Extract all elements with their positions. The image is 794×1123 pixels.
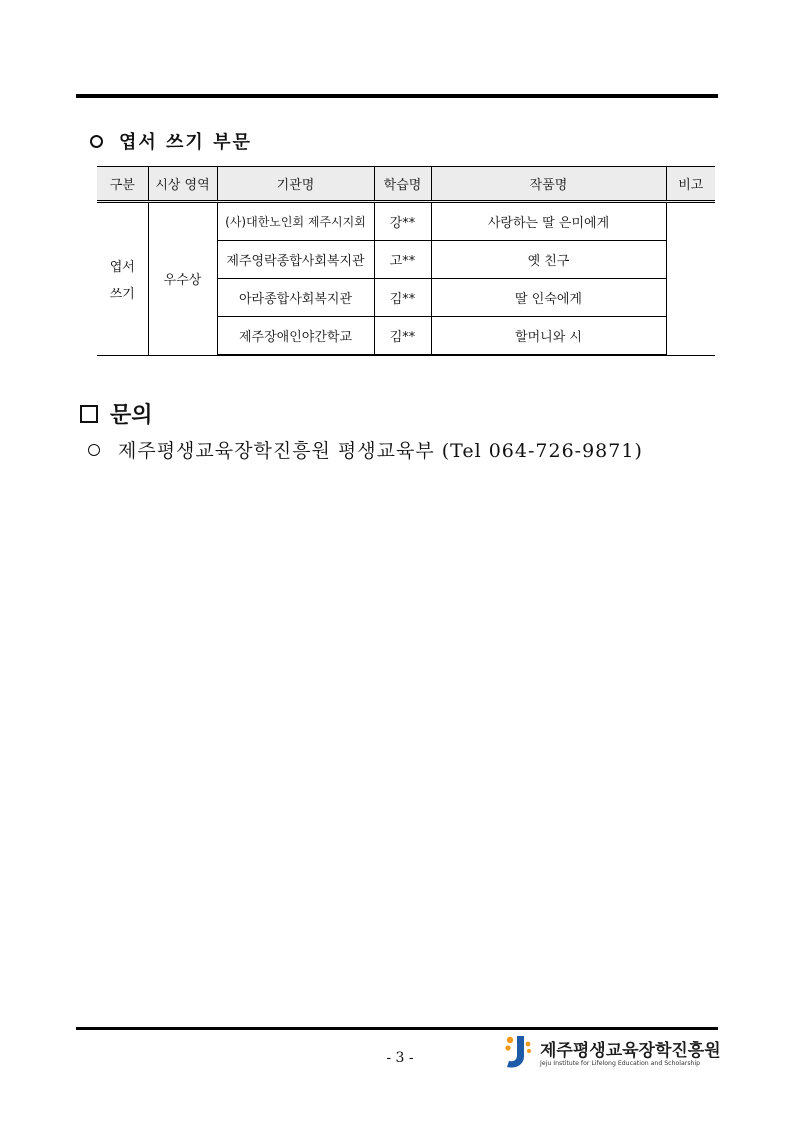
header-award: 시상 영역 [148, 167, 217, 202]
header-category: 구분 [97, 167, 148, 202]
square-bullet-icon [80, 405, 98, 423]
awards-table [97, 166, 715, 356]
work-cell: 옛 친구 [431, 241, 666, 279]
header-learner: 학습명 [374, 167, 431, 202]
logo-subtitle: Jeju Institute for Lifelong Education and Scholarship [540, 1060, 701, 1067]
contact-heading [80, 398, 153, 429]
contact-info [88, 436, 643, 463]
section-title: 엽서 쓰기 부문 [119, 132, 252, 153]
institution-cell: 제주영락종합사회복지관 [217, 241, 374, 279]
institute-logo [502, 1032, 722, 1072]
institution-cell: 아라종합사회복지관 [217, 279, 374, 317]
institution-cell: 제주장애인야간학교 [217, 317, 374, 356]
work-cell: 사랑하는 딸 은미에게 [431, 202, 666, 241]
work-cell: 할머니와 시 [431, 317, 666, 356]
circle-bullet-icon [90, 135, 103, 148]
header-work: 작품명 [431, 167, 666, 202]
top-rule [76, 94, 718, 98]
logo-mark-icon [502, 1034, 532, 1070]
bottom-rule [76, 1027, 718, 1030]
table-header-row [97, 167, 715, 202]
logo-name: 제주평생교육장학진흥원 [540, 1041, 721, 1061]
header-note: 비고 [666, 167, 715, 202]
header-institution: 기관명 [217, 167, 374, 202]
institution-cell: (사)대한노인회 제주시지회 [217, 202, 374, 241]
learner-cell: 고** [374, 241, 431, 279]
work-cell: 딸 인숙에게 [431, 279, 666, 317]
section-heading [90, 128, 252, 154]
circle-bullet-icon [88, 444, 100, 456]
note-cell [666, 202, 715, 356]
table-row [97, 202, 715, 241]
learner-cell: 김** [374, 279, 431, 317]
category-cell: 엽서 쓰기 [97, 202, 148, 356]
learner-cell: 김** [374, 317, 431, 356]
contact-text: 제주평생교육장학진흥원 평생교육부 (Tel 064-726-9871) [118, 440, 643, 462]
contact-title: 문의 [110, 403, 153, 428]
award-cell: 우수상 [148, 202, 217, 356]
page-number: - 3 - [386, 1050, 414, 1066]
learner-cell: 강** [374, 202, 431, 241]
